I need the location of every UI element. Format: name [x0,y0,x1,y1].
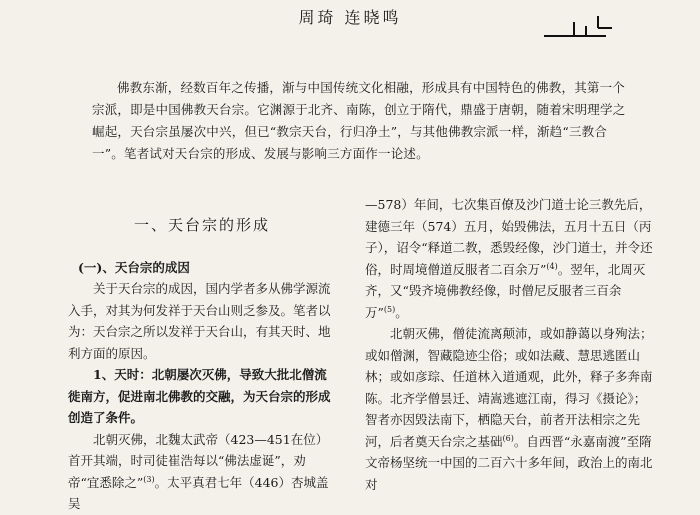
paragraph-text: 北朝灭佛，北魏太武帝（423—451在位）首开其端，时司徒崔浩每以“佛法虚诞”，劝帝“宜悉除之” [68,431,329,490]
footnote-ref[interactable]: (3) [143,474,155,484]
right-column [365,194,655,495]
paragraph-text-end: 。 [395,304,408,320]
paragraph-northern-dynasty [68,429,336,515]
paragraph-text: 北朝灭佛，僧徒流离颠沛，或如静蔼以身殉法；或如僧渊，智藏隐迹尘俗；或如法藏、慧思逃匿山林；或如彦琮、任道林入道通观，此外，释子多奔南陈。北齐学僧昙迁、靖嵩逃遮江南，得习《摄论》；智者亦因毁法南下，栖隐天台，前者开法相宗之先河，后者奠天台宗之基础 [365,326,653,449]
abstract: 佛教东渐，经数百年之传播，渐与中国传统文化相融，形成具有中国特色的佛教，其第一个宗派，即是中国佛教天台宗。它渊源于北齐、南陈，创立于隋代，鼎盛于唐朝，随着宋明理学之崛起，天台宗虽屡次中兴，但已“教宗天台，行归净土”，与其他佛教宗派一样，渐趋“三教合一”。笔者试对天台宗的形成、发展与影响三方面作一论述。 [92,79,626,161]
paragraph-text-mid: 。翌年，北周灭齐，又“毁齐境佛教经像，时僧尼反服者三百余万” [365,261,646,320]
corner-bracket-mark [544,14,614,42]
authors: 周琦 连晓鸣 [298,8,402,27]
paragraph-text-tail: 。自西晋“永嘉南渡”至隋文帝杨坚统一中国的二百六十多年间，政治上的南北对 [365,433,653,492]
paragraph-text: —578）年间，七次集百僚及沙门道士论三教先后，建德三年（574）五月，始毁佛法，五月十五日（丙子），诏令“释道二教，悉毁经像，沙门道士，并令还俗，时周境僧道反服者二百余万” [365,197,653,277]
footnote-ref[interactable]: (6) [502,433,514,443]
left-column [68,210,336,515]
section-title: 一、天台宗的形成 [133,216,270,234]
paragraph-origin: 关于天台宗的成因，国内学者多从佛学源流入手，对其为何发祥于天台山则乏参及。笔者以为：天台宗之所以发祥于天台山，有其天时、地利方面的原因。 [68,281,331,361]
paragraph-timing: 1、天时：北朝屡次灭佛，导致大批北僧流徙南方，促进南北佛教的交融，为天台宗的形成创造了条件。 [68,367,331,425]
paragraph-text-tail: 。太平真君七年（446）杏城盖吴 [68,474,329,511]
footnote-ref[interactable]: (5) [383,304,396,314]
subsection-title: (一)、天台宗的成因 [78,259,190,275]
paragraph-monks-dispersal [365,323,655,495]
footnote-ref[interactable]: (4) [546,261,558,271]
paragraph-continued [365,194,655,323]
